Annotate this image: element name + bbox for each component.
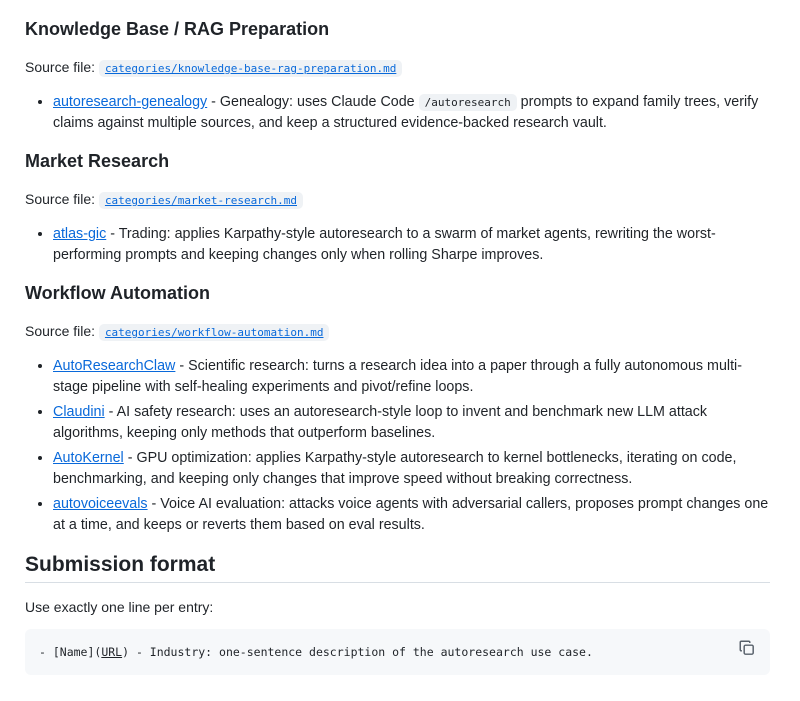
entry-text: - Voice AI evaluation: attacks voice agents with adversarial callers, proposes prompt changes one at a time, and keeps or reverts them based on eval results.	[53, 496, 769, 533]
inline-code: /autoresearch	[419, 94, 517, 111]
entry-link[interactable]: AutoResearchClaw	[53, 358, 176, 374]
entry-link[interactable]: Claudini	[53, 404, 105, 420]
source-line	[25, 56, 770, 80]
code-prefix: - [Name](	[39, 645, 102, 659]
submission-intro: Use exactly one line per entry:	[25, 599, 214, 615]
section-heading: Submission format	[25, 550, 770, 583]
entry-text: prompts to expand family trees, verify claims against multiple sources, and keep a structured evidence-backed research vault.	[53, 94, 759, 131]
section-knowledge-base	[25, 16, 770, 134]
section-market-research	[25, 148, 770, 266]
section-workflow-automation	[25, 280, 770, 536]
entry-list	[25, 224, 770, 266]
list-item	[53, 356, 770, 398]
entry-link[interactable]: autovoiceevals	[53, 496, 148, 512]
entry-text: - Trading: applies Karpathy-style autoresearch to a swarm of market agents, rewriting the worst-performing prompts and keeping changes only when rolling Sharpe improves.	[53, 226, 716, 263]
list-item	[53, 224, 770, 266]
source-file-link[interactable]: categories/market-research.md	[99, 192, 303, 209]
entry-link[interactable]: autoresearch-genealogy	[53, 94, 208, 110]
source-label: Source file:	[25, 59, 96, 75]
entry-text: - GPU optimization: applies Karpathy-style autoresearch to kernel bottlenecks, iterating on code, benchmarking, and keeping only changes that improve speed without breaking correctness.	[53, 450, 737, 487]
entry-link[interactable]: AutoKernel	[53, 450, 124, 466]
entry-link[interactable]: atlas-gic	[53, 226, 107, 242]
entry-list	[25, 92, 770, 134]
copy-icon[interactable]	[738, 639, 758, 659]
entry-text: - Scientific research: turns a research idea into a paper through a fully autonomous multi-stage pipeline with self-healing experiments and pivot/refine loops.	[53, 358, 742, 395]
section-submission-format	[25, 550, 770, 675]
source-file-link[interactable]: categories/workflow-automation.md	[99, 324, 330, 341]
list-item	[53, 448, 770, 490]
section-title: Workflow Automation	[25, 283, 210, 303]
source-line	[25, 320, 770, 344]
source-label: Source file:	[25, 191, 96, 207]
code-block	[25, 629, 770, 675]
entry-list	[25, 356, 770, 536]
entry-text: - AI safety research: uses an autoresearch-style loop to invent and benchmark new LLM attack algorithms, keeping only methods that outperform baselines.	[53, 404, 708, 441]
source-file-link[interactable]: categories/knowledge-base-rag-preparation.md	[99, 60, 402, 77]
section-title: Knowledge Base / RAG Preparation	[25, 19, 330, 39]
code-url: URL	[101, 645, 123, 659]
source-label: Source file:	[25, 323, 96, 339]
section-title: Market Research	[25, 151, 170, 171]
source-line	[25, 188, 770, 212]
list-item	[53, 402, 770, 444]
list-item	[53, 494, 770, 536]
entry-text: - Genealogy: uses Claude Code	[207, 94, 419, 110]
list-item	[53, 92, 770, 134]
code-suffix: ) - Industry: one-sentence description of the autoresearch use case.	[122, 645, 593, 659]
